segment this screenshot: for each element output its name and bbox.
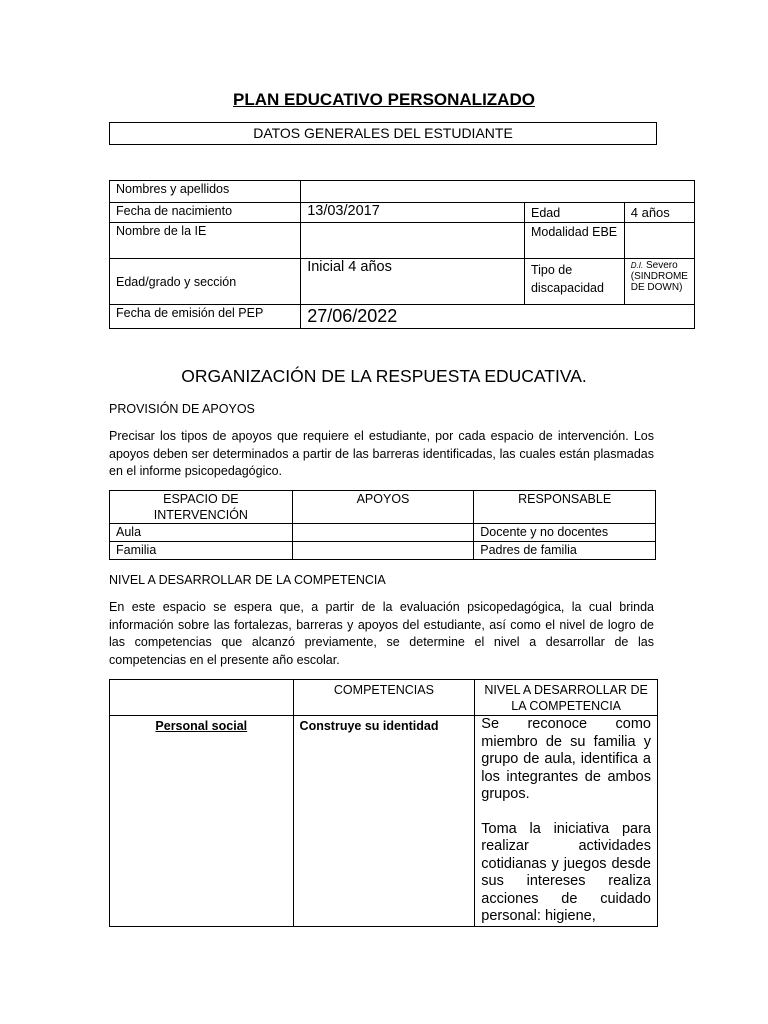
level-paragraph-2: Toma la iniciativa para realizar actividades cotidianas y juegos desde sus intereses realiza acciones de cuidado personal: higiene, <box>481 820 651 924</box>
grade-label: Edad/grado y sección <box>110 259 301 305</box>
responsible-cell: Docente y no docentes <box>474 524 656 542</box>
intervention-cell: Aula <box>110 524 293 542</box>
header-level: NIVEL A DESARROLLAR DE LA COMPETENCIA <box>475 680 658 716</box>
document-title: PLAN EDUCATIVO PERSONALIZADO <box>233 90 535 109</box>
header-intervention: ESPACIO DE INTERVENCIÓN <box>110 491 293 524</box>
age-label: Edad <box>524 203 624 223</box>
disability-value: D.I. Severo (SINDROME DE DOWN) <box>624 259 694 305</box>
intervention-cell: Familia <box>110 542 293 560</box>
header-area <box>110 680 294 716</box>
organization-title: ORGANIZACIÓN DE LA RESPUESTA EDUCATIVA. <box>181 366 587 386</box>
header-competencies: COMPETENCIAS <box>293 680 475 716</box>
table-row <box>110 203 695 223</box>
student-data-table <box>109 180 695 329</box>
supports-cell <box>292 524 474 542</box>
header-supports: APOYOS <box>292 491 474 524</box>
table-row <box>110 223 695 259</box>
table-row <box>110 305 695 329</box>
table-row <box>110 716 658 927</box>
competence-heading: NIVEL A DESARROLLAR DE LA COMPETENCIA <box>109 573 386 587</box>
supports-paragraph: Precisar los tipos de apoyos que requiere el estudiante, por cada espacio de intervención. Los apoyos deben ser determinados a partir de las barreras identificadas, las cuales están plasmadas en el informe psicopedagógico. <box>109 429 654 478</box>
level-cell <box>475 716 658 927</box>
ie-label: Nombre de la IE <box>110 223 301 259</box>
competence-paragraph: En este espacio se espera que, a partir de la evaluación psicopedagógica, la cual brinda información sobre las fortalezas, barreras y apoyos del estudiante, así como el nivel de logro de las competencias que alcanzó previamente, se determine el nivel a desarrollar de las competencias en el presente año escolar. <box>109 600 654 667</box>
emission-value: 27/06/2022 <box>301 305 695 329</box>
table-row <box>110 680 658 716</box>
competence-table <box>109 679 658 927</box>
birth-label: Fecha de nacimiento <box>110 203 301 223</box>
responsible-cell: Padres de familia <box>474 542 656 560</box>
birth-value: 13/03/2017 <box>301 203 525 223</box>
name-label: Nombres y apellidos <box>110 181 301 203</box>
general-data-header: DATOS GENERALES DEL ESTUDIANTE <box>109 122 657 145</box>
area-cell: Personal social <box>110 716 294 927</box>
supports-cell <box>292 542 474 560</box>
supports-table <box>109 490 656 560</box>
ie-value <box>301 223 525 259</box>
header-responsible: RESPONSABLE <box>474 491 656 524</box>
table-row <box>110 259 695 305</box>
modality-label: Modalidad EBE <box>524 223 624 259</box>
grade-value: Inicial 4 años <box>301 259 525 305</box>
name-value <box>301 181 695 203</box>
emission-label: Fecha de emisión del PEP <box>110 305 301 329</box>
table-row <box>110 542 656 560</box>
table-row <box>110 524 656 542</box>
table-row <box>110 181 695 203</box>
level-paragraph-1: Se reconoce como miembro de su familia y grupo de aula, identifica a los integrantes de ambos grupos. <box>481 716 651 802</box>
competency-cell: Construye su identidad <box>293 716 475 927</box>
supports-heading: PROVISIÓN DE APOYOS <box>109 402 255 416</box>
disability-label: Tipo de discapacidad <box>524 259 624 305</box>
table-row <box>110 491 656 524</box>
age-value: 4 años <box>624 203 694 223</box>
